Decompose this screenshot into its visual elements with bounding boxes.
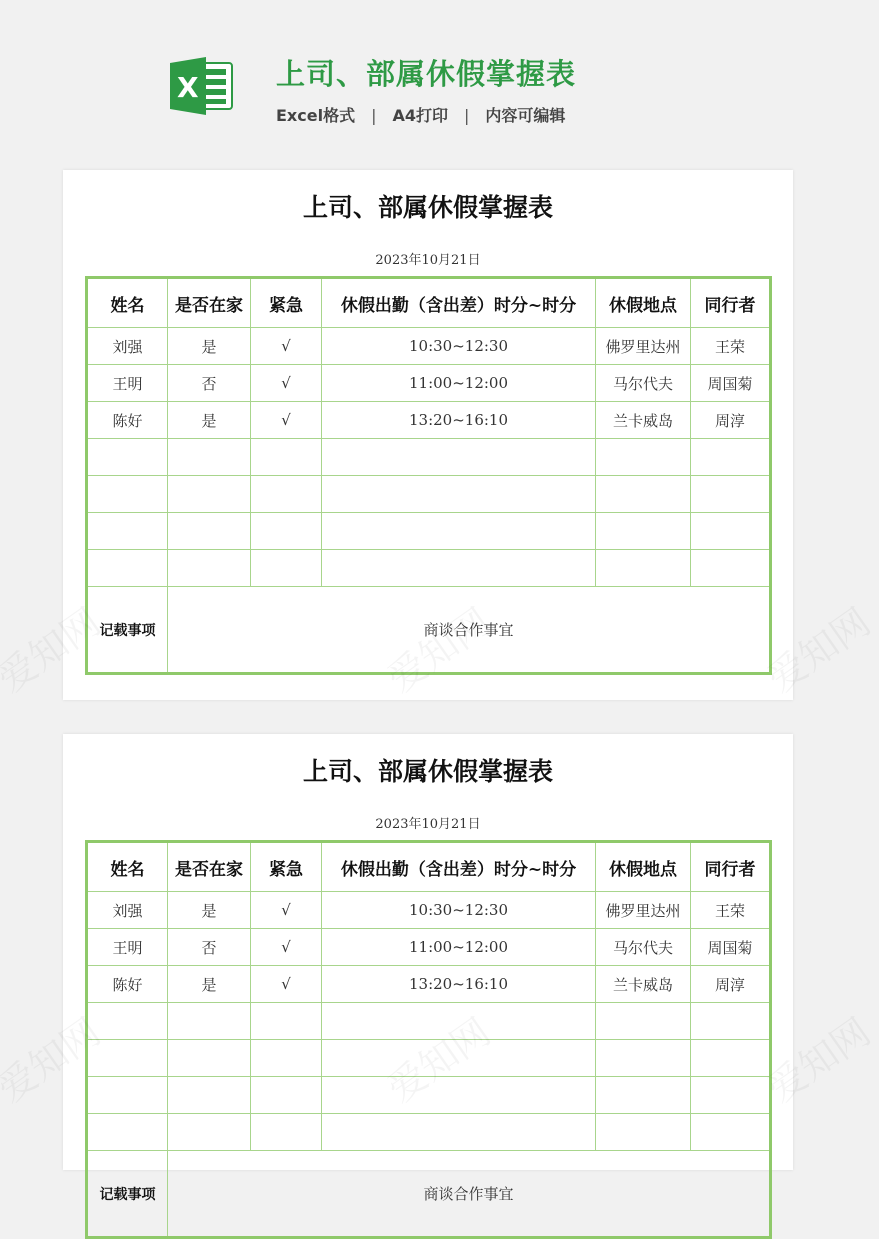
cell-companion[interactable]: 周淳 [691, 402, 771, 439]
cell-name[interactable] [87, 1114, 168, 1151]
sheet-title: 上司、部属休假掌握表 [302, 757, 553, 786]
cell-time-range[interactable]: 13:20~16:10 [322, 402, 596, 439]
cell-name[interactable]: 王明 [87, 365, 168, 402]
cell-urgent[interactable] [251, 1040, 322, 1077]
cell-companion[interactable] [691, 513, 771, 550]
table-row [87, 439, 771, 476]
cell-companion[interactable]: 王荣 [691, 328, 771, 365]
cell-time-range[interactable] [322, 1077, 596, 1114]
cell-at-home[interactable]: 否 [168, 365, 251, 402]
editable-label: 内容可编辑 [485, 106, 566, 125]
cell-at-home[interactable]: 是 [168, 966, 251, 1003]
cell-time-range[interactable]: 13:20~16:10 [322, 966, 596, 1003]
cell-at-home[interactable]: 否 [168, 929, 251, 966]
column-header-name: 姓名 [87, 842, 168, 892]
cell-at-home[interactable]: 是 [168, 402, 251, 439]
cell-companion[interactable] [691, 550, 771, 587]
cell-at-home[interactable] [168, 1003, 251, 1040]
table-row [87, 1114, 771, 1151]
cell-at-home[interactable] [168, 1040, 251, 1077]
separator: | [371, 106, 377, 125]
memo-label: 记载事项 [87, 1151, 168, 1238]
cell-at-home[interactable]: 是 [168, 892, 251, 929]
table-row [87, 929, 771, 966]
cell-name[interactable] [87, 1003, 168, 1040]
table-row [87, 892, 771, 929]
table-header-row [87, 278, 771, 328]
column-header-urgent: 紧急 [251, 278, 322, 328]
cell-companion[interactable]: 周国菊 [691, 365, 771, 402]
cell-name[interactable] [87, 476, 168, 513]
cell-location[interactable]: 马尔代夫 [596, 929, 691, 966]
cell-location[interactable] [596, 476, 691, 513]
cell-name[interactable]: 刘强 [87, 328, 168, 365]
cell-urgent[interactable] [251, 1114, 322, 1151]
cell-urgent[interactable] [251, 439, 322, 476]
cell-name[interactable] [87, 1077, 168, 1114]
cell-companion[interactable]: 周国菊 [691, 929, 771, 966]
memo-row [87, 587, 771, 674]
cell-time-range[interactable]: 11:00~12:00 [322, 929, 596, 966]
column-header-companion: 同行者 [691, 278, 771, 328]
cell-urgent[interactable] [251, 476, 322, 513]
format-label: Excel格式 [276, 106, 356, 125]
cell-urgent[interactable]: √ [251, 365, 322, 402]
cell-urgent[interactable]: √ [251, 929, 322, 966]
cell-companion[interactable]: 王荣 [691, 892, 771, 929]
table-row [87, 402, 771, 439]
cell-location[interactable] [596, 1003, 691, 1040]
cell-companion[interactable] [691, 439, 771, 476]
cell-location[interactable]: 兰卡威岛 [596, 966, 691, 1003]
column-header-at-home: 是否在家 [168, 278, 251, 328]
cell-companion[interactable] [691, 476, 771, 513]
separator: | [464, 106, 470, 125]
cell-time-range[interactable] [322, 476, 596, 513]
table-row [87, 550, 771, 587]
cell-location[interactable]: 佛罗里达州 [596, 328, 691, 365]
sheet-title: 上司、部属休假掌握表 [302, 193, 553, 222]
table-row [87, 476, 771, 513]
column-header-time-range: 休假出勤（含出差）时分~时分 [322, 842, 596, 892]
column-header-companion: 同行者 [691, 842, 771, 892]
cell-location[interactable]: 兰卡威岛 [596, 402, 691, 439]
table-header-row [87, 842, 771, 892]
column-header-at-home: 是否在家 [168, 842, 251, 892]
form-sheet [63, 734, 793, 1203]
table-row [87, 966, 771, 1003]
sheet-date: 2023年10月21日 [375, 817, 481, 832]
column-header-urgent: 紧急 [251, 842, 322, 892]
sheet-date: 2023年10月21日 [375, 253, 481, 268]
cell-at-home[interactable] [168, 1077, 251, 1114]
cell-location[interactable] [596, 513, 691, 550]
cell-at-home[interactable] [168, 476, 251, 513]
cell-urgent[interactable]: √ [251, 328, 322, 365]
cell-location[interactable] [596, 1114, 691, 1151]
table-row [87, 513, 771, 550]
cell-name[interactable] [87, 550, 168, 587]
table-row [87, 365, 771, 402]
leave-table [85, 276, 772, 675]
cell-time-range[interactable] [322, 1114, 596, 1151]
cell-time-range[interactable] [322, 550, 596, 587]
cell-urgent[interactable] [251, 550, 322, 587]
leave-table [85, 840, 772, 1239]
excel-logo-letter: X [177, 71, 199, 104]
table-row [87, 1077, 771, 1114]
cell-urgent[interactable]: √ [251, 402, 322, 439]
table-row [87, 328, 771, 365]
cell-urgent[interactable]: √ [251, 966, 322, 1003]
cell-companion[interactable]: 周淳 [691, 966, 771, 1003]
cell-name[interactable] [87, 439, 168, 476]
memo-label: 记载事项 [87, 587, 168, 674]
cell-at-home[interactable] [168, 550, 251, 587]
cell-time-range[interactable]: 11:00~12:00 [322, 365, 596, 402]
page-header [0, 0, 860, 150]
cell-time-range[interactable] [322, 1040, 596, 1077]
column-header-name: 姓名 [87, 278, 168, 328]
cell-name[interactable]: 陈好 [87, 966, 168, 1003]
cell-urgent[interactable]: √ [251, 892, 322, 929]
memo-row [87, 1151, 771, 1238]
cell-companion[interactable] [691, 1077, 771, 1114]
cell-at-home[interactable] [168, 513, 251, 550]
cell-companion[interactable] [691, 1040, 771, 1077]
cell-time-range[interactable] [322, 1003, 596, 1040]
cell-urgent[interactable] [251, 513, 322, 550]
cell-location[interactable] [596, 550, 691, 587]
cell-location[interactable]: 佛罗里达州 [596, 892, 691, 929]
memo-text[interactable]: 商谈合作事宜 [168, 1151, 771, 1238]
cell-time-range[interactable]: 10:30~12:30 [322, 328, 596, 365]
cell-location[interactable]: 马尔代夫 [596, 365, 691, 402]
cell-urgent[interactable] [251, 1003, 322, 1040]
cell-location[interactable] [596, 1040, 691, 1077]
cell-name[interactable]: 陈好 [87, 402, 168, 439]
cell-companion[interactable] [691, 1003, 771, 1040]
cell-location[interactable] [596, 439, 691, 476]
cell-at-home[interactable] [168, 1114, 251, 1151]
cell-at-home[interactable] [168, 439, 251, 476]
header-title: 上司、部属休假掌握表 [276, 57, 577, 91]
table-row [87, 1040, 771, 1077]
print-label: A4打印 [392, 106, 448, 125]
memo-text[interactable]: 商谈合作事宜 [168, 587, 771, 674]
cell-name[interactable]: 王明 [87, 929, 168, 966]
cell-name[interactable] [87, 513, 168, 550]
cell-urgent[interactable] [251, 1077, 322, 1114]
column-header-time-range: 休假出勤（含出差）时分~时分 [322, 278, 596, 328]
excel-icon [168, 55, 234, 117]
cell-time-range[interactable] [322, 513, 596, 550]
cell-location[interactable] [596, 1077, 691, 1114]
header-subtitle [276, 103, 565, 126]
form-sheet [63, 170, 793, 700]
table-row [87, 1003, 771, 1040]
cell-name[interactable] [87, 1040, 168, 1077]
column-header-location: 休假地点 [596, 842, 691, 892]
cell-companion[interactable] [691, 1114, 771, 1151]
cell-at-home[interactable]: 是 [168, 328, 251, 365]
column-header-location: 休假地点 [596, 278, 691, 328]
cell-time-range[interactable] [322, 439, 596, 476]
cell-name[interactable]: 刘强 [87, 892, 168, 929]
cell-time-range[interactable]: 10:30~12:30 [322, 892, 596, 929]
